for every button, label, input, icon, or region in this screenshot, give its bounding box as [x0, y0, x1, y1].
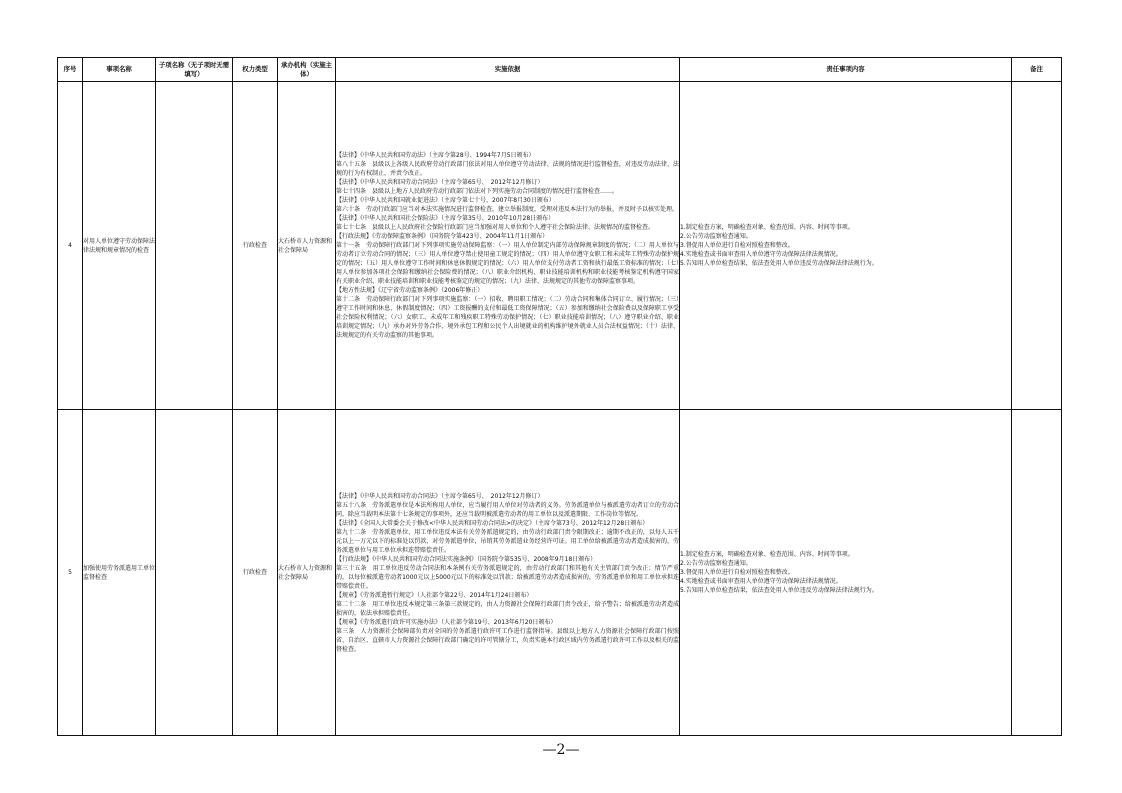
basis-line: 【法律】《中华人民共和国社会保险法》（主席令第35号、2010年10月28日颁布）	[336, 215, 555, 222]
sub-item-name	[156, 82, 233, 410]
basis-line: 第五十八条 劳务派遣单位是本法所称用人单位，应当履行用人单位对劳动者的义务。劳务派遣单位与被派遣劳动者订立的劳动合同，除应当载明本法第十七条规定的事项外，还应当载明被派遣劳动者的用工单位以及派遣期限、工作岗位等情况。	[336, 501, 679, 518]
header-cell-duty: 责任事项内容	[680, 58, 1012, 82]
header-cell-org: 承办机构（实施主体）	[278, 58, 336, 82]
row-number: 5	[58, 410, 83, 736]
item-name: 对用人单位遵守劳动保障法律法规和规章情况的检查	[83, 82, 156, 410]
duty-line: 4.实地检查或书面审查用人单位遵守劳动保障法律法规情况。	[680, 578, 842, 585]
basis-line: 【行政法规】《中华人民共和国劳动合同法实施条例》（国务院令第535号、2008年9月18日颁布）	[336, 555, 597, 563]
legal-basis	[336, 82, 680, 410]
basis-line: 第七十四条 县级以上地方人民政府劳动行政部门依法对下列实施劳动合同制度的情况进行监督检查……。	[336, 188, 619, 195]
duty-line: 5.告知用人单位检查结果，依法查处用人单位违反劳动保障法律法规行为。	[680, 260, 878, 267]
duty-line: 1.制定检查方案，明确检查对象、检查范围、内容、时间等事项。	[680, 224, 854, 231]
basis-line: 第三条 人力资源社会保障部负责对全国的劳务派遣行政许可工作进行监督指导。县级以上地方人力资源社会保障行政部门按照省、自治区、直辖市人力资源社会保障行政部门确定的许可管辖分工，负责实施本行政区域内劳务派遣行政许可工作以及相关的监督检查。	[336, 627, 679, 653]
page-number: —2—	[542, 742, 580, 758]
basis-line: 【地方性法规】《辽宁省劳动监察条例》（2006年修正）	[336, 287, 484, 294]
basis-line: 【法律】《中华人民共和国劳动合同法》（主席令第65号、 2012年12月修订）	[336, 492, 544, 500]
table-row	[58, 410, 1062, 736]
duty-line: 3.督促用人单位进行自检对照检查和整改。	[680, 242, 794, 249]
header-cell-sub: 子项名称（无子项时无需填写）	[156, 58, 233, 82]
basis-line: 【规章】《劳务派遣行政许可实施办法》（人社部令第19号、2013年6月20日颁布）	[336, 618, 557, 626]
basis-line: 【法律】《全国人大常委会关于修改<中华人民共和国劳动合同法>的决定》（主席令第73号、2012年12月28日颁布）	[336, 519, 649, 527]
basis-line: 第九十二条 劳务派遣单位、用工单位违反本法有关劳务派遣规定的，由劳动行政部门责令限期改正；逾期不改正的，以每人五千元以上一万元以下的标准处以罚款，对劳务派遣单位，吊销其劳务派遣业务经营许可证。用工单位给被派遣劳动者造成损害的，劳务派遣单位与用工单位承担连带赔偿责任。	[336, 528, 679, 554]
basis-line: 第八十五条 县级以上各级人民政府劳动行政部门依法对用人单位遵守劳动法律、法规的情况进行监督检查，对违反劳动法律、法规的行为有权制止，并责令改正。	[336, 161, 679, 177]
duty-line: 4.实地检查或书面审查用人单位遵守劳动保障法律法规情况。	[680, 251, 842, 258]
duty-line: 1.制定检查方案，明确检查对象、检查范围、内容、时间等事项。	[680, 551, 854, 558]
header-cell-basis: 实施依据	[336, 58, 680, 82]
header-cell-type: 权力类型	[233, 58, 278, 82]
legal-basis	[336, 410, 680, 736]
responsibility-content	[680, 410, 1012, 736]
header-row	[58, 58, 1062, 82]
power-type: 行政检查	[233, 410, 278, 736]
basis-line: 第六十条 劳动行政部门应当对本法实施情况进行监督检查，建立举报制度，受理对违反本法行为的举报，并及时予以核实处理。	[336, 206, 679, 213]
basis-line: 第十二条 劳动保障行政部门对下列事项实施监察：（一）招收、聘用职工情况；（二）劳动合同和集体合同订立、履行情况；（三）遵守工作时间和休息、休假制度情况；（四）工资报酬的支付和最低工资保障情况；（五）参加和缴纳社会保险费以及保障职工享受社会保险权利情况；（六）女职工、未成年工和残疾职工特殊劳动保护情况；（七）职业技能培训情况；（八）遵守职业介绍、职业培训规定情况；（九）承办对外劳务合作、境外承包工程和公民个人出境就业的机构维护境外就业人员合法权益情况；（十）法律、法规规定的有关劳动监察的其他事项。	[336, 296, 679, 339]
basis-line: 【法律】《中华人民共和国劳动合同法》（主席令第65号、 2012年12月修订）	[336, 179, 544, 186]
duty-line: 2.公告劳动监察检查通知。	[680, 560, 752, 567]
row-number: 4	[58, 82, 83, 410]
basis-line: 【法律】《中华人民共和国就业促进法》（主席令第七十号、2007年8月30日颁布）	[336, 197, 555, 204]
basis-line: 第七十七条 县级以上人民政府社会保险行政部门应当加强对用人单位和个人遵守社会保险法律、法规情况的监督检查。	[336, 224, 655, 231]
implementing-org: 大石桥市人力资源和社会保障局	[278, 410, 336, 736]
sub-item-name	[156, 410, 233, 736]
duty-line: 3.督促用人单位进行自检对照检查和整改。	[680, 569, 794, 576]
responsibility-content	[680, 82, 1012, 410]
implementing-org: 大石桥市人力资源和社会保障局	[278, 82, 336, 410]
remarks	[1012, 410, 1062, 736]
basis-line: 第十一条 劳动保障行政部门对下列事项实施劳动保障监察：（一）用人单位制定内部劳动保障规章制度的情况；（二）用人单位与劳动者订立劳动合同的情况；（三）用人单位遵守禁止使用童工规定的情况；（四）用人单位遵守女职工和未成年工特殊劳动保护规定的情况；（五）用人单位遵守工作时间和休息休假规定的情况；（六）用人单位支付劳动者工资和执行最低工资标准的情况；（七）用人单位参加各项社会保险和缴纳社会保险费的情况；（八）职业介绍机构、职业技能培训机构和职业技能考核鉴定机构遵守国家有关职业介绍、职业技能培训和职业技能考核鉴定的规定的情况；（九）法律、法规规定的其他劳动保障监察事项。	[336, 242, 679, 285]
header-cell-name: 事项名称	[83, 58, 156, 82]
duty-line: 5.告知用人单位检查结果，依法查处用人单位违反劳动保障法律法规行为。	[680, 587, 878, 594]
basis-line: 【法律】《中华人民共和国劳动法》（主席令第28号、1994年7月5日颁布）	[336, 152, 535, 159]
basis-line: 第三十五条 用工单位违反劳动合同法和本条例有关劳务派遣规定的，由劳动行政部门和其他有关主管部门责令改正；情节严重的，以每位被派遣劳动者1000元以上5000元以下的标准处以罚款；给被派遣劳动者造成损害的，劳务派遣单位和用工单位承担连带赔偿责任。	[336, 564, 679, 590]
power-type: 行政检查	[233, 82, 278, 410]
basis-line: 【规章】《劳务派遣暂行规定》（人社部令第22号、2014年1月24日颁布）	[336, 591, 533, 599]
header-cell-note: 备注	[1012, 58, 1062, 82]
header-cell-no: 序号	[58, 58, 83, 82]
power-list-table	[57, 57, 1062, 736]
basis-line: 第二十二条 用工单位违反本规定第三条第三款规定的，由人力资源社会保障行政部门责令改正，给予警告；给被派遣劳动者造成损害的，依法承担赔偿责任。	[336, 600, 679, 617]
item-name: 加强使用劳务派遣用工单位监督检查	[83, 410, 156, 736]
duty-line: 2.公告劳动监察检查通知。	[680, 233, 752, 240]
table-row	[58, 82, 1062, 410]
basis-line: 【行政法规】《劳动保障监察条例》（国务院令第423号、2004年11月1日颁布）	[336, 233, 549, 240]
remarks	[1012, 82, 1062, 410]
